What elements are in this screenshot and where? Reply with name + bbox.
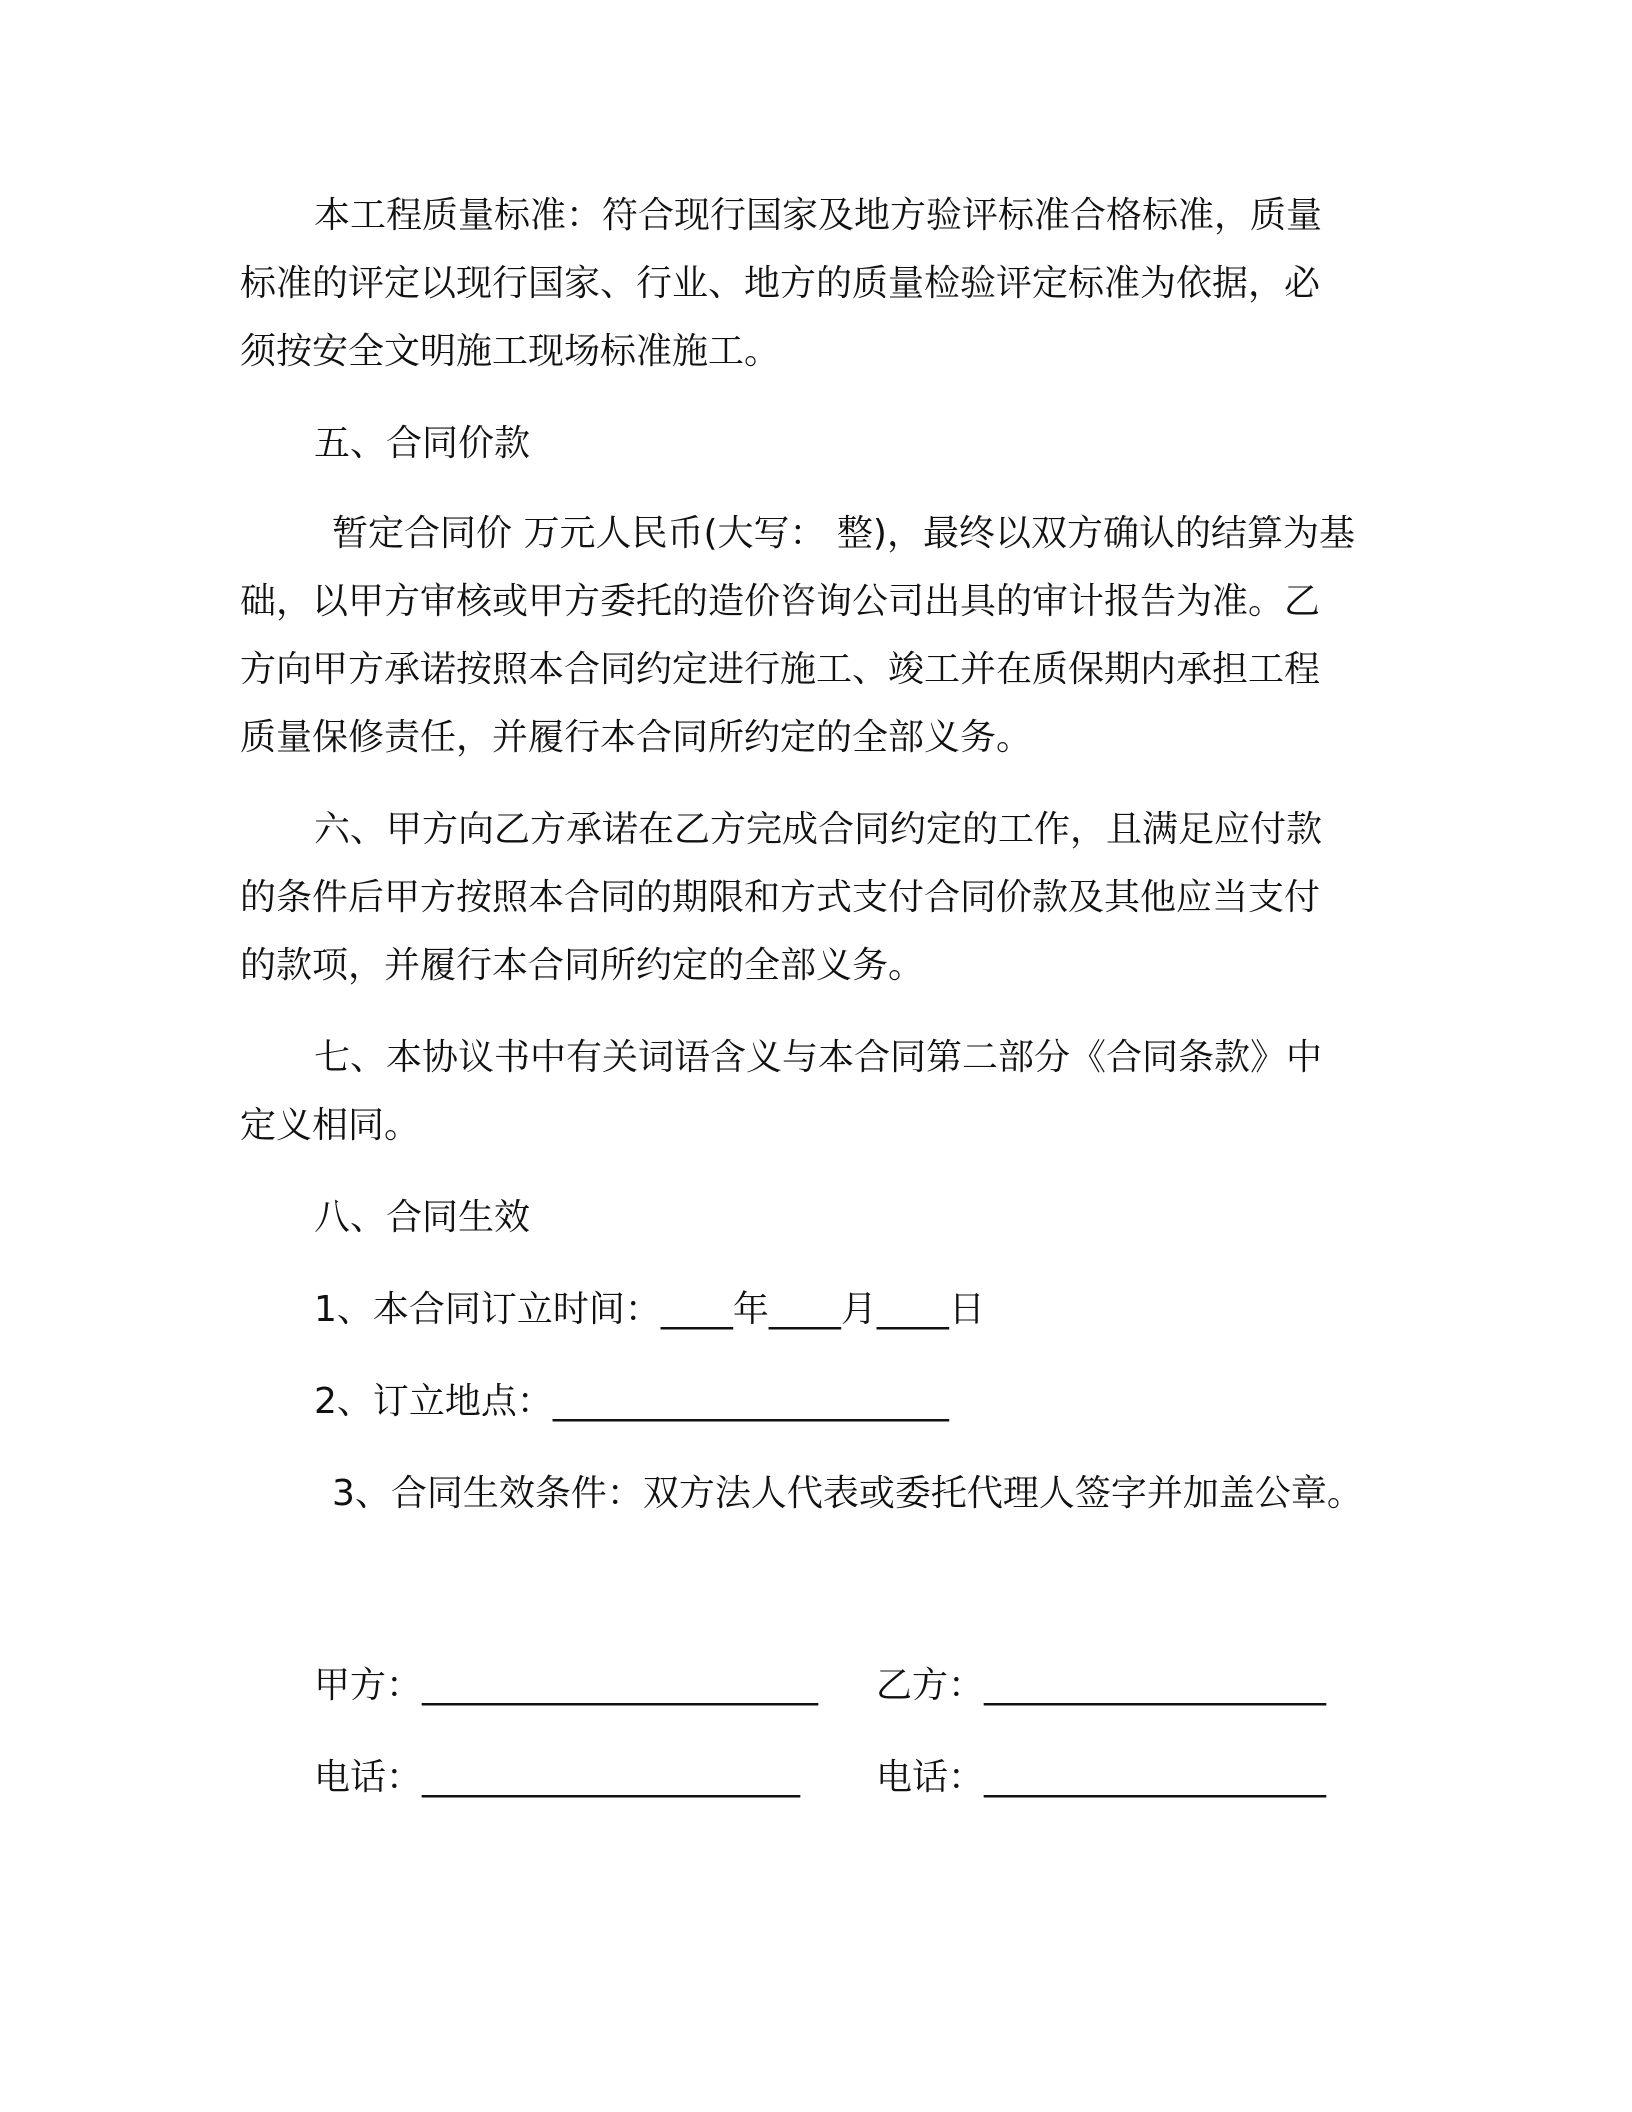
contract-price-paragraph bbox=[240, 500, 1360, 772]
text-line: 七、本协议书中有关词语含义与本合同第二部分《合同条款》中 bbox=[314, 1037, 1323, 1078]
text-line: 质量保修责任，并履行本合同所约定的全部义务。 bbox=[240, 717, 1033, 758]
section-6-paragraph bbox=[240, 796, 1360, 1000]
text-line: 标准的评定以现行国家、行业、地方的质量检验评定标准为依据，必 bbox=[240, 263, 1321, 304]
signing-place-item: 2、订立地点：______________________ bbox=[314, 1381, 949, 1422]
text-line: 本工程质量标准：符合现行国家及地方验评标准合格标准，质量 bbox=[314, 195, 1323, 236]
party-a-signature-field: 甲方：______________________ bbox=[314, 1665, 819, 1706]
text-line: 定义相同。 bbox=[240, 1105, 421, 1146]
text-line: 六、甲方向乙方承诺在乙方完成合同约定的工作，且满足应付款 bbox=[314, 809, 1323, 850]
text-line: 的条件后甲方按照本合同的期限和方式支付合同价款及其他应当支付 bbox=[240, 877, 1321, 918]
text-line: 须按安全文明施工现场标准施工。 bbox=[240, 331, 781, 372]
quality-standard-paragraph bbox=[240, 182, 1360, 386]
text-line: 暂定合同价 万元人民币(大写： 整)，最终以双方确认的结算为基 bbox=[332, 513, 1355, 554]
section-7-paragraph bbox=[240, 1024, 1360, 1160]
text-line: 方向甲方承诺按照本合同约定进行施工、竣工并在质保期内承担工程 bbox=[240, 649, 1321, 690]
party-b-phone-field: 电话：___________________ bbox=[876, 1757, 1327, 1798]
text-line: 的款项，并履行本合同所约定的全部义务。 bbox=[240, 945, 925, 986]
signing-date-item: 1、本合同订立时间：____年____月____日 bbox=[314, 1289, 985, 1330]
section-8-heading: 八、合同生效 bbox=[314, 1197, 531, 1238]
party-a-phone-field: 电话：_____________________ bbox=[314, 1757, 801, 1798]
text-line: 础，以甲方审核或甲方委托的造价咨询公司出具的审计报告为准。乙 bbox=[240, 581, 1321, 622]
party-b-signature-field: 乙方：___________________ bbox=[876, 1665, 1327, 1706]
section-5-heading: 五、合同价款 bbox=[314, 423, 531, 464]
effective-condition-item: 3、合同生效条件：双方法人代表或委托代理人签字并加盖公章。 bbox=[332, 1473, 1363, 1514]
